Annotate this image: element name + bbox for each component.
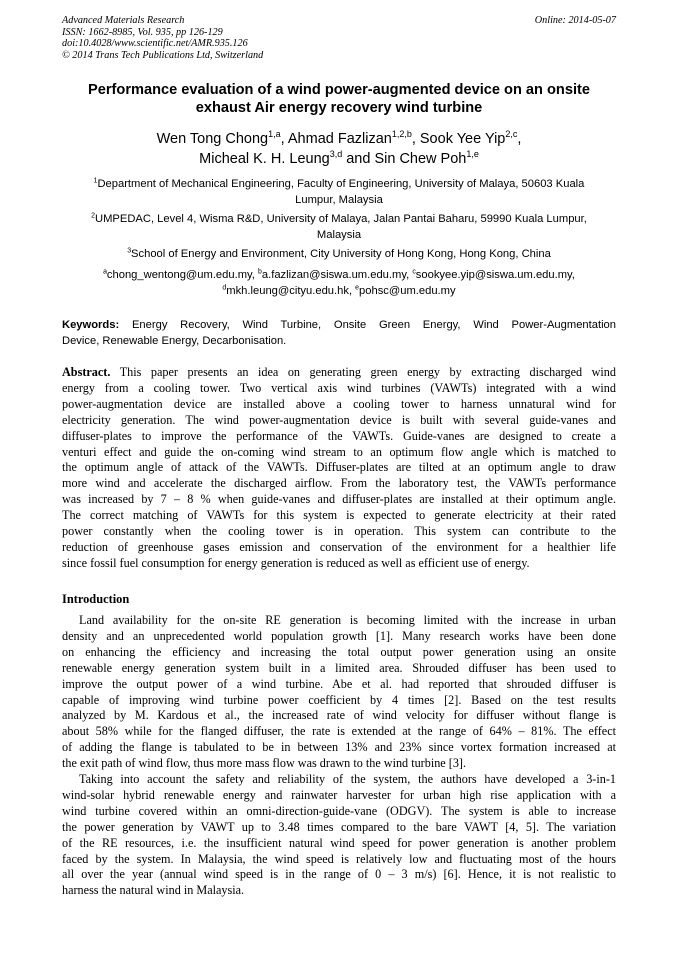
email-line-2 (62, 283, 616, 299)
body-line: improve the output power of a wind turbine. Abe et al. had reported that shrouded diffuser is (62, 676, 616, 691)
affiliation-sup: 1 (93, 177, 98, 185)
author-sep: , (280, 131, 288, 147)
email-sup: c (412, 268, 416, 276)
authors-line-2 (62, 149, 616, 169)
introduction-paragraph-2 (62, 772, 616, 899)
body-line: of the RE resources, i.e. the insufficient natural wind speed for power generation is another problem (62, 835, 616, 850)
paper-title (62, 81, 616, 117)
author-sep: , (411, 131, 420, 147)
affiliation-3 (62, 246, 616, 262)
body-line: the power generation by VAWT up to 3.48 times compared to the bare VAWT [4, 5]. The variation (62, 819, 616, 834)
issn-line: ISSN: 1662-8985, Vol. 935, pp 126-129 (62, 26, 223, 38)
abstract-line: energy from a cooling tower. Two vertical axis wind turbines (VAWTs) integrated with a wind (62, 380, 616, 395)
abstract-label: Abstract. (62, 365, 111, 379)
body-line: faced by the system. In Malaysia, the wind speed is relatively low and fluctuating most of the hours (62, 851, 616, 866)
body-line: on enhancing the efficiency and increasing the total output power generation using an onsite (62, 644, 616, 659)
abstract-line: the optimum angle of attack of the VAWTs. Diffuser-plates are tilted at an optimum angle to draw (62, 460, 616, 475)
section-heading-introduction: Introduction (62, 592, 130, 606)
affiliation-text: Lumpur, Malaysia (295, 194, 383, 206)
author-list (62, 129, 616, 169)
affiliation-line (62, 246, 616, 262)
title-line-2: exhaust Air energy recovery wind turbine (195, 100, 483, 116)
introduction-paragraph-1 (62, 613, 616, 772)
abstract-line: The correct matching of VAWTs for this system is expected to generate electricity at their rated (62, 508, 616, 523)
body-line: about 58% while for the flanged diffuser, the rate is extended at the range of 64% – 81%. The effect (62, 724, 616, 739)
affiliation-2 (62, 211, 616, 243)
abstract-line: power-augmentation device are installed above a cooling tower to harness unnatural wind for (62, 396, 616, 411)
abstract-line: since fossil fuel consumption for energy generation is reduced as well as efficient use of energy. (62, 555, 530, 570)
author-name: Sin Chew Poh (374, 151, 467, 167)
abstract-text: This paper presents an idea on generating green energy by extracting discharged wind (119, 365, 616, 379)
email-link[interactable]: mkh.leung@cityu.edu.hk, (226, 285, 353, 297)
author-sup: 3,d (329, 149, 343, 160)
abstract-line: electricity generation. The wind power-augmentation device is built with several guide-vanes and (62, 412, 616, 427)
author-name: Micheal K. H. Leung (199, 151, 330, 167)
author-sup: 1,a (268, 129, 281, 140)
author-name: Wen Tong Chong (156, 131, 269, 147)
body-line: harness the natural wind in Malaysia. (62, 883, 245, 898)
affiliation-line (62, 176, 616, 192)
abstract-line: power constantly when the cooling tower is in operation. This system can contribute to the (62, 524, 616, 539)
affiliation-line (62, 211, 616, 227)
author-sup: 1,e (466, 149, 479, 160)
email-link[interactable]: chong_wentong@um.edu.my, (106, 269, 255, 281)
body-line: analyzed by M. Kardous et al., the increased rate of wind velocity for diffuser without flange is (62, 708, 616, 723)
authors-line-1 (62, 129, 616, 149)
email-sup: d (222, 284, 227, 292)
doi-line[interactable]: doi:10.4028/www.scientific.net/AMR.935.126 (62, 38, 248, 50)
email-list (62, 267, 616, 299)
abstract-line: diffuser-plates to improve the performance of the VAWTs. Guide-vanes are designed to create a (62, 428, 616, 443)
body-line: the exit path of wind flow, thus more mass flow was drawn to the wind turbine [3]. (62, 756, 467, 771)
keywords-text: Device, Renewable Energy, Decarbonisation. (62, 335, 287, 347)
online-date: Online: 2014-05-07 (534, 15, 616, 26)
affiliation-sup: 2 (91, 212, 95, 220)
author-name: Sook Yee Yip (419, 131, 506, 147)
author-sup: 2,c (505, 129, 518, 140)
email-sup: a (103, 268, 107, 276)
author-sep: and (342, 151, 375, 167)
body-line: of adding the flange is tabulated to be in between 13% and 23% since vortex formation increased at (62, 740, 616, 755)
abstract-line: venturi effect and guide the on-coming wind stream to an optimum flow angle which is matched to (62, 444, 616, 459)
author-sup: 1,2,b (391, 129, 412, 140)
email-line-1 (62, 267, 616, 283)
email-sup: e (355, 284, 360, 292)
email-sup: b (258, 268, 262, 276)
affiliation-text: Malaysia (316, 229, 362, 241)
email-link[interactable]: sookyee.yip@siswa.um.edu.my, (415, 269, 575, 281)
body-line: capable of improving wind turbine power coefficient by 4 times [2]. Based on the test results (62, 692, 616, 707)
affiliation-text: Department of Mechanical Engineering, Faculty of Engineering, University of Malaya, 50603 Kuala (97, 178, 585, 190)
email-link[interactable]: a.fazlizan@siswa.um.edu.my, (261, 269, 410, 281)
keywords-text: Energy Recovery, Wind Turbine, Onsite Green Energy, Wind Power-Augmentation (131, 319, 617, 331)
body-line: renewable energy generation system built in a limited area. Shrouded diffuser has been used to (62, 660, 616, 675)
affiliation-text: UMPEDAC, Level 4, Wisma R&D, University of Malaya, Jalan Pantai Baharu, 59990 Kuala Lumpur, (95, 213, 587, 225)
abstract-line (62, 365, 616, 381)
affiliation-sup: 3 (127, 247, 132, 255)
abstract-line: reduction of greenhouse gases emission and conservation of the environment for a healthier life (62, 539, 616, 554)
body-line: all over the year (annual wind speed is in the range of 0 – 3 m/s) [6]. Hence, it is not realistic to (62, 867, 616, 882)
body-line: Taking into account the safety and reliability of the system, the authors have developed a 3-in-1 (79, 772, 616, 786)
body-line: Land availability for the on-site RE generation is becoming limited with the increase in urban (79, 613, 616, 627)
abstract-line: was increased by 7 – 8 % when guide-vanes and diffuser-plates are installed at their optimum angle. (62, 492, 616, 507)
abstract-line: more wind and accelerate the discharged airflow. From the laboratory test, the VAWTs performance (62, 476, 616, 491)
body-line: wind turbine covered within an omni-direction-guide-vane (ODGV). The system is able to increase (62, 803, 616, 818)
author-name: Ahmad Fazlizan (287, 131, 392, 147)
keywords-label: Keywords: (62, 319, 120, 331)
journal-name: Advanced Materials Research (62, 15, 185, 26)
body-line: density and an unprecedented world population growth [1]. Many research works have been done (62, 628, 616, 643)
affiliation-text: School of Energy and Environment, City University of Hong Kong, Hong Kong, China (131, 248, 551, 260)
body-line: wind-solar hybrid renewable energy and rainwater harvester for urban high rise application with a (62, 787, 616, 802)
copyright-line: © 2014 Trans Tech Publications Ltd, Switzerland (62, 49, 264, 61)
author-sep: , (517, 131, 522, 147)
journal-header (62, 15, 263, 61)
abstract (62, 365, 616, 572)
title-line-1: Performance evaluation of a wind power-augmented device on an onsite (88, 82, 590, 98)
keywords-line-1 (62, 317, 616, 333)
email-link[interactable]: pohsc@um.edu.my (359, 285, 456, 297)
affiliation-1 (62, 176, 616, 208)
keywords-block (62, 317, 616, 349)
